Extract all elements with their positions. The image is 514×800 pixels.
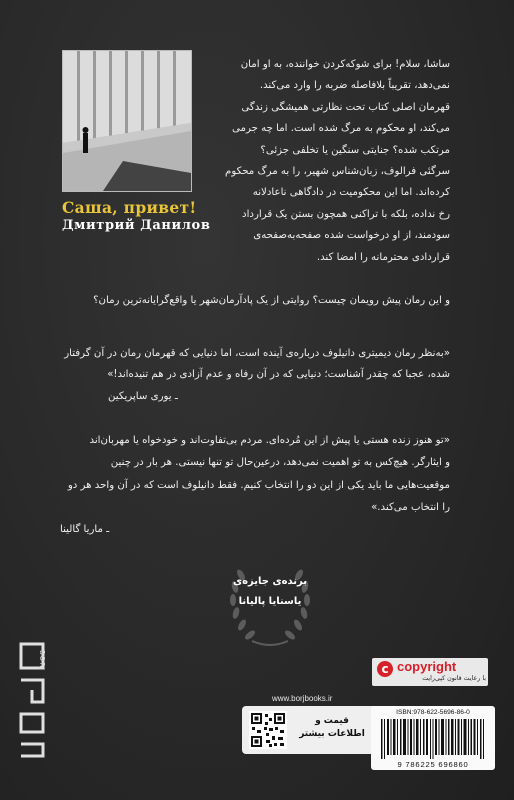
more-info-label: اطلاعات بیشتر <box>299 729 365 739</box>
blurb-line: قهرمان اصلی کتاب تحت نظارتی همیشگی زندگی <box>241 101 450 113</box>
award-label: برنده‌ی جایزه‌ی <box>232 576 308 587</box>
barcode-number: 9 786225 696860 <box>397 760 469 769</box>
blurb-line: رخ نداده، بلکه با تراکنی همچون بستن یک قرارداد <box>242 208 450 220</box>
quote-line: موقعیت‌هایی ما باید یکی از این دو را انتخاب کنیم. فقط دانیلوف است که در آن واحد هر دو <box>67 479 450 491</box>
publisher-side-label: BORJ <box>38 650 46 672</box>
quote-line: و ایثارگر. هیچ‌کس به تو اهمیت نمی‌دهد، درعین‌حال تو تنها نیستی. هر بار در چنین <box>110 457 450 469</box>
quote-sapriykin <box>10 343 450 386</box>
quote-line: شده، عجبا که چقدر آشناست؛ دنیایی که در آن رفاه و عدم آزادی در هم تنیده‌اند!» <box>107 369 450 381</box>
blurb-paragraph <box>200 54 450 268</box>
quote-line: «تو هنوز زنده هستی یا پیش از این مُرده‌ای. مردم بی‌تفاوت‌اند و خودخواه یا مهربان‌اند <box>89 435 450 446</box>
award-name: یاسنایا پالیانا <box>238 596 302 607</box>
blurb-question: و این رمان پیش رویمان چیست؟ روایتی از یک پادآرمان‌شهر یا واقع‌گرایانه‌ترین رمان؟ <box>93 295 450 306</box>
barcode-icon <box>377 719 489 759</box>
blurb-line: سودمند، از او درخواست شده صفحه‌به‌صفحه‌ی <box>253 230 450 242</box>
copyright-note: با رعایت قانون کپی‌رایت <box>422 675 486 682</box>
quote-galina <box>10 430 450 520</box>
blurb-line: ساشا، سلام! برای شوکه‌کردن خواننده، به او امان <box>240 59 450 70</box>
copyright-icon: c <box>377 661 393 677</box>
copyright-badge <box>372 658 488 686</box>
publisher-website-link[interactable]: www.borjbooks.ir <box>272 694 333 703</box>
quote-line: را انتخاب می‌کند.» <box>371 502 450 514</box>
blurb-line: کرده‌اند. اما این محکومیت در دادگاهی ناعادلانه <box>252 187 450 199</box>
price-info-box <box>242 706 378 754</box>
quote-signature: ـ یوری ساپریکین <box>108 391 178 402</box>
russian-author: Дмитрий Данилов <box>62 218 211 233</box>
price-info-text <box>292 715 372 741</box>
blurb-line: سرگئی فرالوف، زبان‌شناس شهیر، را به مرگ محکوم <box>225 166 450 178</box>
blurb-line: مرتکب شده؟ جنایتی سنگین یا تخلفی جزئی؟ <box>260 144 450 156</box>
blurb-line: می‌کند، او محکوم به مرگ شده است. اما چه جرمی <box>232 123 450 135</box>
isbn-barcode <box>371 706 495 770</box>
blurb-line: قراردادی محترمانه را امضا کند. <box>316 251 450 263</box>
price-label: قیمت و <box>315 716 349 726</box>
blurb-line: نمی‌دهد، تقریباً بلافاصله ضربه را وارد می‌کند. <box>259 80 450 92</box>
cover-thumbnail-image <box>62 50 192 192</box>
quote-signature: ـ ماریا گالینا <box>60 524 110 535</box>
isbn-text: ISBN:978-622-5696-86-0 <box>396 709 470 716</box>
russian-title: Саша, привет! <box>62 198 197 217</box>
copyright-word: copyright <box>397 659 457 674</box>
quote-line: «به‌نظر رمان دیمیتری دانیلوف درباره‌ی آینده است، اما دنیایی که قهرمان رمان در آن گرفتار <box>64 348 450 359</box>
qr-code-icon[interactable] <box>249 711 287 749</box>
